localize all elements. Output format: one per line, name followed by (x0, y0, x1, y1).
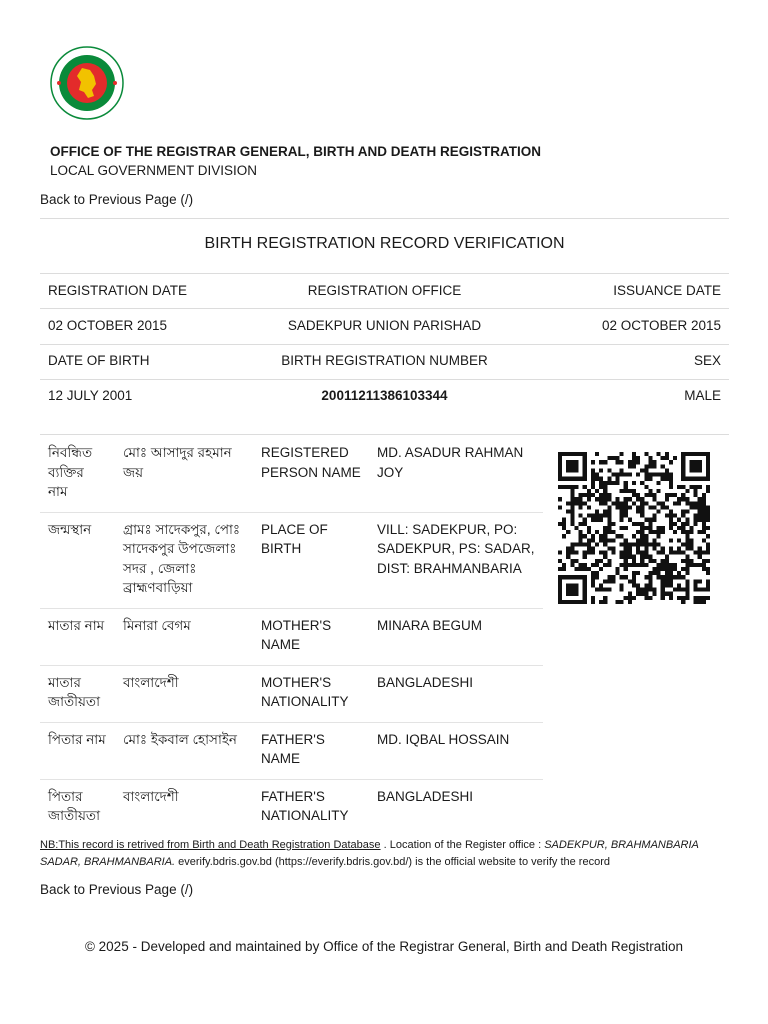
brn-value: 20011211386103344 (321, 388, 448, 403)
table-row (40, 608, 543, 665)
verification-note (40, 837, 730, 871)
back-link-bottom[interactable]: Back to Previous Page (/) (40, 882, 194, 897)
sex-value: MALE (684, 388, 721, 403)
en-value: MINARA BEGUM (369, 608, 543, 665)
bn-value: বাংলাদেশী (123, 788, 179, 804)
registration-date-label: REGISTRATION DATE (48, 283, 188, 298)
bn-value: মিনারা বেগম (115, 608, 253, 665)
table-row (40, 779, 543, 836)
bn-label: জন্মস্থান (40, 512, 115, 608)
issuance-date-value: 02 OCTOBER 2015 (601, 318, 721, 333)
details-table (40, 436, 543, 836)
qr-code-icon (558, 450, 710, 606)
divider (40, 434, 729, 435)
table-row (40, 436, 543, 512)
brn-label: BIRTH REGISTRATION NUMBER (281, 353, 488, 368)
divider (40, 218, 729, 219)
en-label: FATHER'S NATIONALITY (261, 788, 349, 823)
table-row (40, 512, 543, 608)
bn-value: মোঃ ইকবাল হোসাইন (115, 722, 253, 779)
back-link-top[interactable]: Back to Previous Page (/) (40, 192, 194, 207)
bn-value: বাংলাদেশী (115, 665, 253, 722)
en-label: PLACE OF BIRTH (253, 512, 369, 608)
en-label: MOTHER'S NATIONALITY (253, 665, 369, 722)
registration-office-label: REGISTRATION OFFICE (307, 283, 462, 298)
bn-value: মোঃ আসাদুর রহমান জয় (115, 436, 253, 512)
verify-website-text: everify.bdris.gov.bd (https://everify.bdris.gov.bd/) is the official website to verify the record (175, 856, 610, 868)
issuance-date-label: ISSUANCE DATE (613, 283, 721, 298)
database-note-link[interactable]: NB:This record is retrived from Birth and Death Registration Database (40, 839, 381, 851)
register-office-location: SADEKPUR, BRAHMANBARIA SADAR, BRAHMANBARIA. (40, 839, 699, 868)
footer-copyright: © 2025 - Developed and maintained by Office of the Registrar General, Birth and Death Registration (84, 939, 684, 954)
bn-label: নিবন্ধিত ব্যক্তির নাম (40, 436, 115, 512)
divider (40, 344, 729, 345)
bn-label: পিতার নাম (40, 722, 115, 779)
division-name: LOCAL GOVERNMENT DIVISION (50, 163, 258, 178)
dob-value: 12 JULY 2001 (48, 388, 133, 403)
en-label: MOTHER'S NAME (253, 608, 369, 665)
bn-label: পিতার জাতীয়তা (48, 788, 100, 823)
bn-value: গ্রামঃ সাদেকপুর, পোঃ সাদেকপুর উপজেলাঃ সদর , জেলাঃ ব্রাহ্মণবাড়িয়া (115, 512, 253, 608)
en-value: BANGLADESHI (377, 788, 474, 804)
page-title: BIRTH REGISTRATION RECORD VERIFICATION (204, 235, 565, 252)
dob-label: DATE OF BIRTH (48, 353, 150, 368)
en-value: MD. ASADUR RAHMAN JOY (369, 436, 543, 512)
sex-label: SEX (693, 353, 721, 368)
en-label: FATHER'S NAME (253, 722, 369, 779)
table-row (40, 665, 543, 722)
en-value: MD. IQBAL HOSSAIN (369, 722, 543, 779)
registration-office-value: SADEKPUR UNION PARISHAD (287, 318, 482, 333)
bn-label: মাতার নাম (40, 608, 115, 665)
en-value: BANGLADESHI (369, 665, 543, 722)
table-row (40, 722, 543, 779)
divider (40, 379, 729, 380)
divider (40, 308, 729, 309)
divider (40, 273, 729, 274)
en-label: REGISTERED PERSON NAME (253, 436, 369, 512)
bangladesh-govt-seal-icon (50, 46, 124, 120)
org-name: OFFICE OF THE REGISTRAR GENERAL, BIRTH AND DEATH REGISTRATION (50, 144, 541, 159)
bn-label: মাতার জাতীয়তা (40, 665, 115, 722)
registration-date-value: 02 OCTOBER 2015 (48, 318, 168, 333)
en-value: VILL: SADEKPUR, PO: SADEKPUR, PS: SADAR, DIST: BRAHMANBARIA (369, 512, 543, 608)
location-prefix: . Location of the Register office : (380, 839, 545, 851)
